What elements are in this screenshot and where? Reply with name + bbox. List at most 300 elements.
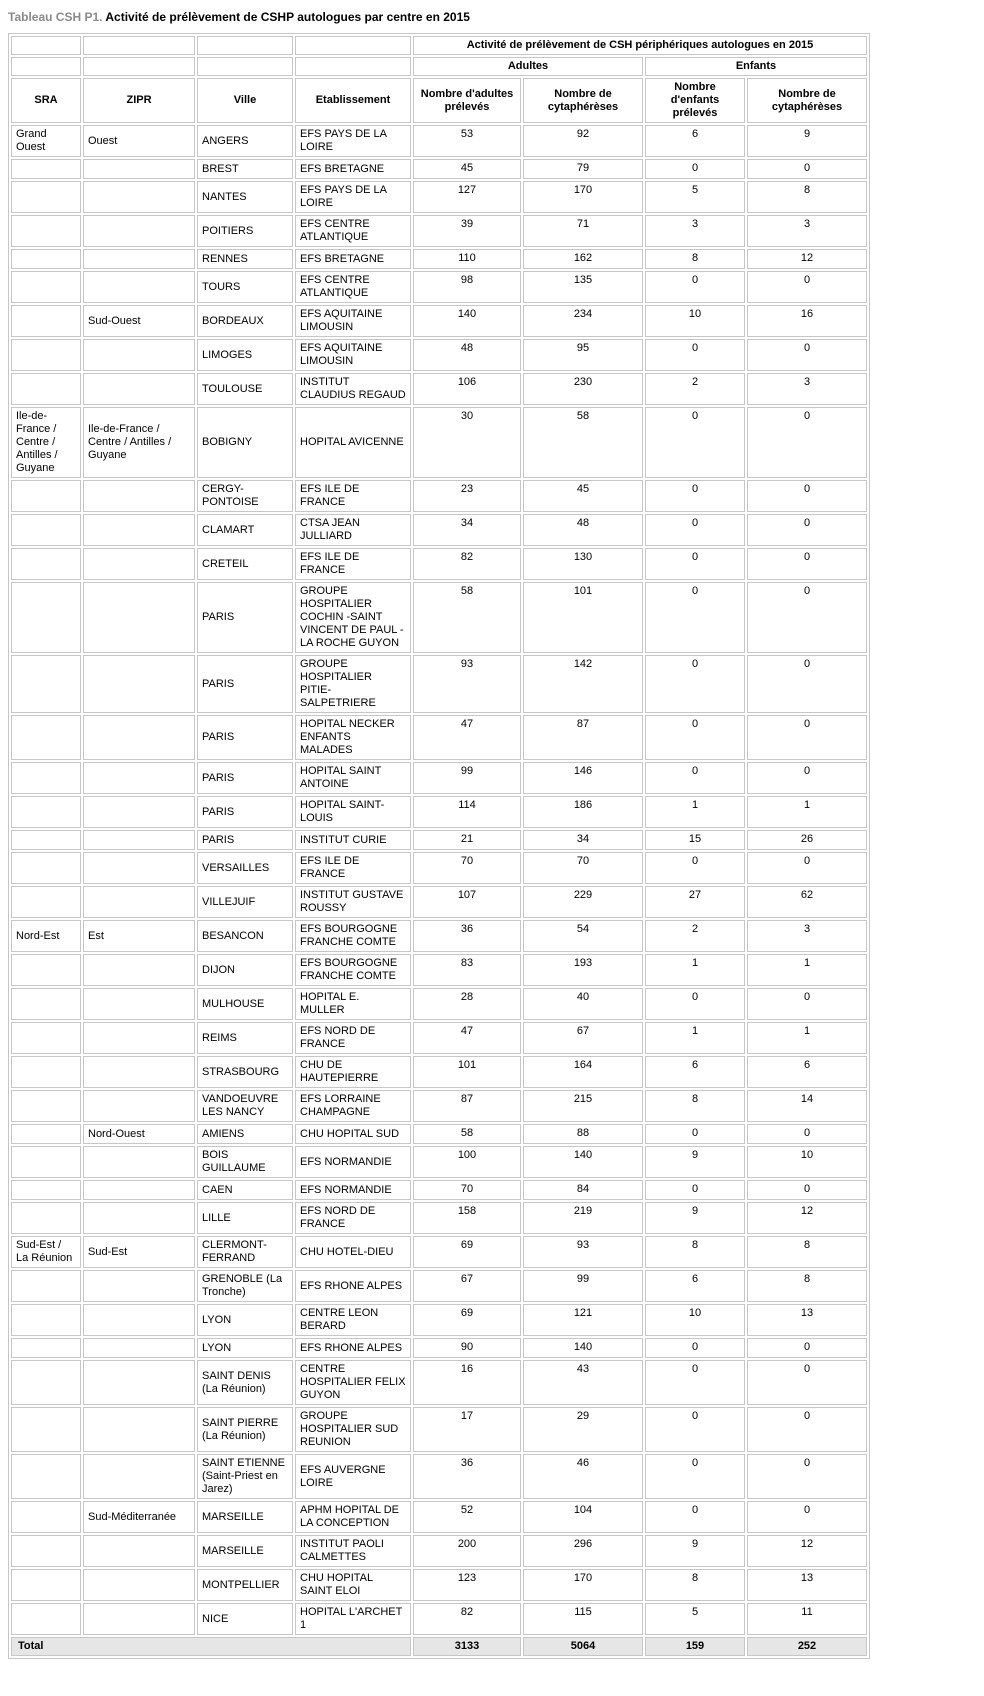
cell-adultes-cytaphereses: 45 (523, 480, 643, 512)
cell-enfants-cytaphereses: 0 (747, 1180, 867, 1200)
cell-enfants-cytaphereses: 13 (747, 1569, 867, 1601)
cell-sra (11, 715, 81, 760)
table-row (11, 852, 867, 884)
cell-sra (11, 1569, 81, 1601)
cell-enfants-cytaphereses: 0 (747, 1501, 867, 1533)
cell-enfants-cytaphereses: 3 (747, 920, 867, 952)
cell-ville: MARSEILLE (197, 1501, 293, 1533)
column-header-enfants-cytaphereses: Nombre de cytaphérèses (747, 78, 867, 123)
cell-sra (11, 159, 81, 179)
cell-ville: STRASBOURG (197, 1056, 293, 1088)
cell-adultes-preleves: 47 (413, 1022, 521, 1054)
total-enfants-cytaphereses: 252 (747, 1637, 867, 1656)
cell-adultes-preleves: 114 (413, 796, 521, 828)
cell-etablissement: EFS BRETAGNE (295, 249, 411, 269)
cell-zipr (83, 373, 195, 405)
cell-sra (11, 249, 81, 269)
cell-adultes-preleves: 200 (413, 1535, 521, 1567)
table-row (11, 1603, 867, 1635)
cell-adultes-cytaphereses: 164 (523, 1056, 643, 1088)
cell-enfants-preleves: 0 (645, 1454, 745, 1499)
cell-zipr (83, 480, 195, 512)
cell-enfants-preleves: 5 (645, 1603, 745, 1635)
table-row (11, 1022, 867, 1054)
cell-enfants-preleves: 0 (645, 480, 745, 512)
cell-zipr: Est (83, 920, 195, 952)
cell-zipr (83, 1535, 195, 1567)
cell-enfants-cytaphereses: 0 (747, 715, 867, 760)
cell-sra (11, 1202, 81, 1234)
cell-enfants-preleves: 0 (645, 1501, 745, 1533)
cell-enfants-preleves: 1 (645, 954, 745, 986)
cell-enfants-cytaphereses: 0 (747, 1407, 867, 1452)
cell-ville: LILLE (197, 1202, 293, 1234)
cell-sra (11, 514, 81, 546)
cell-adultes-cytaphereses: 93 (523, 1236, 643, 1268)
cell-ville: VANDOEUVRE LES NANCY (197, 1090, 293, 1122)
cell-sra (11, 1022, 81, 1054)
header-empty-cell (83, 57, 195, 76)
cell-sra (11, 852, 81, 884)
cell-zipr (83, 1304, 195, 1336)
cell-adultes-cytaphereses: 48 (523, 514, 643, 546)
cell-adultes-cytaphereses: 84 (523, 1180, 643, 1200)
cell-sra (11, 1454, 81, 1499)
cell-etablissement: EFS ILE DE FRANCE (295, 548, 411, 580)
cell-zipr (83, 1569, 195, 1601)
cell-enfants-preleves: 0 (645, 715, 745, 760)
cell-zipr (83, 1454, 195, 1499)
cell-adultes-cytaphereses: 121 (523, 1304, 643, 1336)
cell-ville: BESANCON (197, 920, 293, 952)
cell-enfants-cytaphereses: 0 (747, 514, 867, 546)
cell-adultes-preleves: 28 (413, 988, 521, 1020)
table-row (11, 582, 867, 653)
cell-sra (11, 796, 81, 828)
cell-enfants-cytaphereses: 12 (747, 1535, 867, 1567)
cell-adultes-cytaphereses: 99 (523, 1270, 643, 1302)
cell-adultes-cytaphereses: 162 (523, 249, 643, 269)
cell-sra (11, 1180, 81, 1200)
cell-adultes-cytaphereses: 95 (523, 339, 643, 371)
cell-enfants-preleves: 0 (645, 271, 745, 303)
cell-enfants-preleves: 10 (645, 305, 745, 337)
cell-etablissement: CTSA JEAN JULLIARD (295, 514, 411, 546)
cell-zipr (83, 181, 195, 213)
cell-zipr (83, 1360, 195, 1405)
cell-adultes-preleves: 23 (413, 480, 521, 512)
cell-adultes-preleves: 36 (413, 920, 521, 952)
cell-zipr (83, 796, 195, 828)
cell-sra (11, 181, 81, 213)
cell-zipr (83, 582, 195, 653)
cell-adultes-preleves: 21 (413, 830, 521, 850)
cell-sra (11, 271, 81, 303)
cell-adultes-cytaphereses: 88 (523, 1124, 643, 1144)
cell-enfants-cytaphereses: 0 (747, 1454, 867, 1499)
cell-ville: MONTPELLIER (197, 1569, 293, 1601)
table-row (11, 1304, 867, 1336)
cell-enfants-cytaphereses: 0 (747, 852, 867, 884)
cell-enfants-preleves: 0 (645, 407, 745, 478)
cell-adultes-preleves: 69 (413, 1304, 521, 1336)
cell-ville: LYON (197, 1304, 293, 1336)
cell-etablissement: CHU HOPITAL SUD (295, 1124, 411, 1144)
cell-enfants-cytaphereses: 16 (747, 305, 867, 337)
cell-etablissement: CHU DE HAUTEPIERRE (295, 1056, 411, 1088)
table-row (11, 1056, 867, 1088)
cell-enfants-cytaphereses: 1 (747, 954, 867, 986)
cell-zipr (83, 1090, 195, 1122)
cell-ville: PARIS (197, 830, 293, 850)
cell-adultes-preleves: 98 (413, 271, 521, 303)
cell-adultes-cytaphereses: 170 (523, 181, 643, 213)
cell-enfants-cytaphereses: 0 (747, 1360, 867, 1405)
cell-ville: POITIERS (197, 215, 293, 247)
cell-zipr (83, 1202, 195, 1234)
table-row (11, 920, 867, 952)
cell-enfants-cytaphereses: 13 (747, 1304, 867, 1336)
cell-enfants-cytaphereses: 8 (747, 181, 867, 213)
table-row (11, 655, 867, 713)
cell-adultes-cytaphereses: 54 (523, 920, 643, 952)
cell-adultes-cytaphereses: 58 (523, 407, 643, 478)
cell-adultes-cytaphereses: 70 (523, 852, 643, 884)
header-activity-span: Activité de prélèvement de CSH périphériques autologues en 2015 (413, 36, 867, 55)
cell-etablissement: EFS PAYS DE LA LOIRE (295, 125, 411, 157)
cell-adultes-preleves: 30 (413, 407, 521, 478)
cell-ville: TOULOUSE (197, 373, 293, 405)
cell-adultes-cytaphereses: 67 (523, 1022, 643, 1054)
cell-ville: DIJON (197, 954, 293, 986)
table-row (11, 1270, 867, 1302)
cell-ville: CERGY-PONTOISE (197, 480, 293, 512)
cell-adultes-cytaphereses: 215 (523, 1090, 643, 1122)
header-empty-cell (295, 57, 411, 76)
cell-enfants-preleves: 0 (645, 852, 745, 884)
cell-ville: NICE (197, 1603, 293, 1635)
cell-enfants-preleves: 0 (645, 1360, 745, 1405)
cell-adultes-cytaphereses: 186 (523, 796, 643, 828)
cell-adultes-preleves: 36 (413, 1454, 521, 1499)
cell-adultes-preleves: 82 (413, 1603, 521, 1635)
cell-enfants-cytaphereses: 0 (747, 480, 867, 512)
cell-etablissement: CHU HOTEL-DIEU (295, 1236, 411, 1268)
cell-adultes-cytaphereses: 193 (523, 954, 643, 986)
table-row (11, 181, 867, 213)
table-row (11, 1338, 867, 1358)
header-row-groups (11, 57, 867, 76)
cell-adultes-preleves: 58 (413, 582, 521, 653)
total-adultes-cytaphereses: 5064 (523, 1637, 643, 1656)
cell-adultes-preleves: 99 (413, 762, 521, 794)
cell-sra (11, 1535, 81, 1567)
cell-etablissement: EFS AQUITAINE LIMOUSIN (295, 339, 411, 371)
cell-sra (11, 305, 81, 337)
cell-zipr (83, 271, 195, 303)
cell-enfants-preleves: 15 (645, 830, 745, 850)
cell-adultes-preleves: 100 (413, 1146, 521, 1178)
table-row (11, 125, 867, 157)
header-row-columns (11, 78, 867, 123)
cell-etablissement: HOPITAL SAINT-LOUIS (295, 796, 411, 828)
cell-ville: SAINT ETIENNE (Saint-Priest en Jarez) (197, 1454, 293, 1499)
cell-zipr (83, 548, 195, 580)
cell-enfants-preleves: 8 (645, 1236, 745, 1268)
cell-zipr: Nord-Ouest (83, 1124, 195, 1144)
table-row (11, 1535, 867, 1567)
cell-adultes-cytaphereses: 29 (523, 1407, 643, 1452)
header-group-enfants: Enfants (645, 57, 867, 76)
cell-etablissement: EFS LORRAINE CHAMPAGNE (295, 1090, 411, 1122)
cell-sra (11, 988, 81, 1020)
cell-zipr: Ile-de-France / Centre / Antilles / Guyane (83, 407, 195, 478)
cell-zipr: Sud-Ouest (83, 305, 195, 337)
cell-enfants-cytaphereses: 0 (747, 1338, 867, 1358)
cell-etablissement: HOPITAL L'ARCHET 1 (295, 1603, 411, 1635)
cell-ville: VERSAILLES (197, 852, 293, 884)
cell-enfants-cytaphereses: 12 (747, 249, 867, 269)
cell-sra (11, 1304, 81, 1336)
cell-etablissement: INSTITUT GUSTAVE ROUSSY (295, 886, 411, 918)
cell-enfants-preleves: 0 (645, 159, 745, 179)
header-empty-cell (83, 36, 195, 55)
cell-ville: PARIS (197, 655, 293, 713)
cell-ville: AMIENS (197, 1124, 293, 1144)
cell-enfants-preleves: 2 (645, 373, 745, 405)
cell-enfants-cytaphereses: 1 (747, 796, 867, 828)
cell-adultes-preleves: 140 (413, 305, 521, 337)
cell-adultes-cytaphereses: 71 (523, 215, 643, 247)
cell-adultes-cytaphereses: 104 (523, 1501, 643, 1533)
cell-ville: PARIS (197, 715, 293, 760)
cell-sra (11, 954, 81, 986)
cell-enfants-preleves: 0 (645, 514, 745, 546)
page-title (8, 10, 976, 25)
table-row (11, 1501, 867, 1533)
cell-sra (11, 480, 81, 512)
cell-enfants-cytaphereses: 26 (747, 830, 867, 850)
cell-adultes-preleves: 53 (413, 125, 521, 157)
cell-zipr (83, 1407, 195, 1452)
cell-ville: MULHOUSE (197, 988, 293, 1020)
cell-enfants-cytaphereses: 1 (747, 1022, 867, 1054)
cell-sra (11, 1501, 81, 1533)
cell-enfants-cytaphereses: 9 (747, 125, 867, 157)
cell-zipr (83, 215, 195, 247)
cell-ville: LIMOGES (197, 339, 293, 371)
header-group-adultes: Adultes (413, 57, 643, 76)
cell-etablissement: CENTRE LEON BERARD (295, 1304, 411, 1336)
header-row-span (11, 36, 867, 55)
cell-sra (11, 1056, 81, 1088)
cell-enfants-preleves: 0 (645, 1407, 745, 1452)
cell-enfants-cytaphereses: 11 (747, 1603, 867, 1635)
cell-adultes-preleves: 107 (413, 886, 521, 918)
cell-ville: RENNES (197, 249, 293, 269)
cell-enfants-cytaphereses: 0 (747, 988, 867, 1020)
table-row (11, 954, 867, 986)
cell-ville: CAEN (197, 1180, 293, 1200)
cell-ville: BOIS GUILLAUME (197, 1146, 293, 1178)
cell-adultes-cytaphereses: 115 (523, 1603, 643, 1635)
cell-zipr (83, 655, 195, 713)
cell-adultes-preleves: 101 (413, 1056, 521, 1088)
cell-sra (11, 548, 81, 580)
cell-enfants-cytaphereses: 10 (747, 1146, 867, 1178)
cell-sra (11, 830, 81, 850)
cell-zipr (83, 1022, 195, 1054)
cell-adultes-cytaphereses: 234 (523, 305, 643, 337)
cell-ville: CLERMONT-FERRAND (197, 1236, 293, 1268)
cell-etablissement: HOPITAL NECKER ENFANTS MALADES (295, 715, 411, 760)
cell-enfants-cytaphereses: 62 (747, 886, 867, 918)
cell-adultes-preleves: 90 (413, 1338, 521, 1358)
cell-enfants-preleves: 8 (645, 1569, 745, 1601)
cell-ville: GRENOBLE (La Tronche) (197, 1270, 293, 1302)
table-row (11, 159, 867, 179)
table-row (11, 988, 867, 1020)
cell-sra: Sud-Est / La Réunion (11, 1236, 81, 1268)
cell-enfants-preleves: 9 (645, 1535, 745, 1567)
cell-adultes-cytaphereses: 79 (523, 159, 643, 179)
cell-etablissement: EFS NORD DE FRANCE (295, 1022, 411, 1054)
cell-zipr (83, 1180, 195, 1200)
cell-ville: TOURS (197, 271, 293, 303)
cell-enfants-preleves: 0 (645, 1180, 745, 1200)
total-label: Total (11, 1637, 411, 1656)
column-header-sra: SRA (11, 78, 81, 123)
table-row (11, 215, 867, 247)
cell-enfants-cytaphereses: 0 (747, 582, 867, 653)
cell-adultes-preleves: 70 (413, 1180, 521, 1200)
cell-ville: BREST (197, 159, 293, 179)
cell-adultes-cytaphereses: 87 (523, 715, 643, 760)
cell-etablissement: EFS PAYS DE LA LOIRE (295, 181, 411, 213)
cell-zipr: Sud-Est (83, 1236, 195, 1268)
cell-adultes-cytaphereses: 296 (523, 1535, 643, 1567)
cell-zipr (83, 249, 195, 269)
cell-etablissement: EFS NORMANDIE (295, 1180, 411, 1200)
cell-enfants-cytaphereses: 0 (747, 407, 867, 478)
cell-adultes-cytaphereses: 34 (523, 830, 643, 850)
table-title-text: Activité de prélèvement de CSHP autologues par centre en 2015 (102, 10, 470, 24)
cell-enfants-preleves: 10 (645, 1304, 745, 1336)
table-row (11, 373, 867, 405)
cell-zipr (83, 514, 195, 546)
total-adultes-preleves: 3133 (413, 1637, 521, 1656)
cell-enfants-preleves: 0 (645, 339, 745, 371)
cell-enfants-cytaphereses: 0 (747, 762, 867, 794)
cell-enfants-cytaphereses: 0 (747, 159, 867, 179)
cell-enfants-preleves: 0 (645, 1338, 745, 1358)
cell-enfants-cytaphereses: 0 (747, 271, 867, 303)
cell-ville: REIMS (197, 1022, 293, 1054)
header-empty-cell (295, 36, 411, 55)
cell-zipr (83, 1270, 195, 1302)
table-row (11, 762, 867, 794)
cell-ville: VILLEJUIF (197, 886, 293, 918)
table-row (11, 407, 867, 478)
activity-table (8, 33, 870, 1659)
cell-enfants-preleves: 9 (645, 1202, 745, 1234)
cell-etablissement: GROUPE HOSPITALIER PITIE-SALPETRIERE (295, 655, 411, 713)
cell-etablissement: EFS ILE DE FRANCE (295, 852, 411, 884)
cell-adultes-preleves: 158 (413, 1202, 521, 1234)
cell-etablissement: INSTITUT PAOLI CALMETTES (295, 1535, 411, 1567)
cell-etablissement: EFS AUVERGNE LOIRE (295, 1454, 411, 1499)
cell-adultes-cytaphereses: 219 (523, 1202, 643, 1234)
cell-enfants-cytaphereses: 3 (747, 373, 867, 405)
cell-sra (11, 1270, 81, 1302)
cell-adultes-cytaphereses: 101 (523, 582, 643, 653)
cell-zipr (83, 339, 195, 371)
cell-zipr (83, 762, 195, 794)
cell-adultes-cytaphereses: 146 (523, 762, 643, 794)
cell-ville: BORDEAUX (197, 305, 293, 337)
cell-adultes-cytaphereses: 46 (523, 1454, 643, 1499)
cell-enfants-preleves: 2 (645, 920, 745, 952)
table-row (11, 514, 867, 546)
cell-zipr (83, 852, 195, 884)
cell-adultes-preleves: 34 (413, 514, 521, 546)
cell-enfants-preleves: 9 (645, 1146, 745, 1178)
table-row (11, 339, 867, 371)
cell-etablissement: GROUPE HOSPITALIER SUD REUNION (295, 1407, 411, 1452)
cell-enfants-preleves: 0 (645, 1124, 745, 1144)
cell-enfants-preleves: 8 (645, 1090, 745, 1122)
header-empty-cell (11, 36, 81, 55)
cell-sra (11, 1407, 81, 1452)
cell-etablissement: HOPITAL E. MULLER (295, 988, 411, 1020)
cell-sra (11, 582, 81, 653)
cell-etablissement: HOPITAL SAINT ANTOINE (295, 762, 411, 794)
cell-zipr: Sud-Méditerranée (83, 1501, 195, 1533)
cell-ville: NANTES (197, 181, 293, 213)
cell-zipr (83, 830, 195, 850)
cell-adultes-cytaphereses: 140 (523, 1146, 643, 1178)
table-row (11, 1090, 867, 1122)
table-row (11, 271, 867, 303)
cell-zipr (83, 988, 195, 1020)
cell-adultes-preleves: 69 (413, 1236, 521, 1268)
cell-ville: SAINT PIERRE (La Réunion) (197, 1407, 293, 1452)
cell-enfants-cytaphereses: 8 (747, 1236, 867, 1268)
column-header-adultes-cytaphereses: Nombre de cytaphérèses (523, 78, 643, 123)
cell-adultes-preleves: 83 (413, 954, 521, 986)
cell-enfants-preleves: 5 (645, 181, 745, 213)
cell-sra: Nord-Est (11, 920, 81, 952)
cell-ville: CLAMART (197, 514, 293, 546)
cell-adultes-cytaphereses: 43 (523, 1360, 643, 1405)
cell-enfants-preleves: 1 (645, 796, 745, 828)
table-row (11, 886, 867, 918)
table-row (11, 1180, 867, 1200)
cell-enfants-preleves: 3 (645, 215, 745, 247)
table-row (11, 1236, 867, 1268)
cell-adultes-cytaphereses: 230 (523, 373, 643, 405)
cell-etablissement: HOPITAL AVICENNE (295, 407, 411, 478)
cell-enfants-preleves: 0 (645, 988, 745, 1020)
cell-adultes-preleves: 67 (413, 1270, 521, 1302)
cell-adultes-cytaphereses: 140 (523, 1338, 643, 1358)
cell-zipr (83, 954, 195, 986)
cell-adultes-preleves: 127 (413, 181, 521, 213)
cell-adultes-preleves: 17 (413, 1407, 521, 1452)
header-empty-cell (197, 57, 293, 76)
cell-etablissement: INSTITUT CURIE (295, 830, 411, 850)
cell-adultes-preleves: 87 (413, 1090, 521, 1122)
